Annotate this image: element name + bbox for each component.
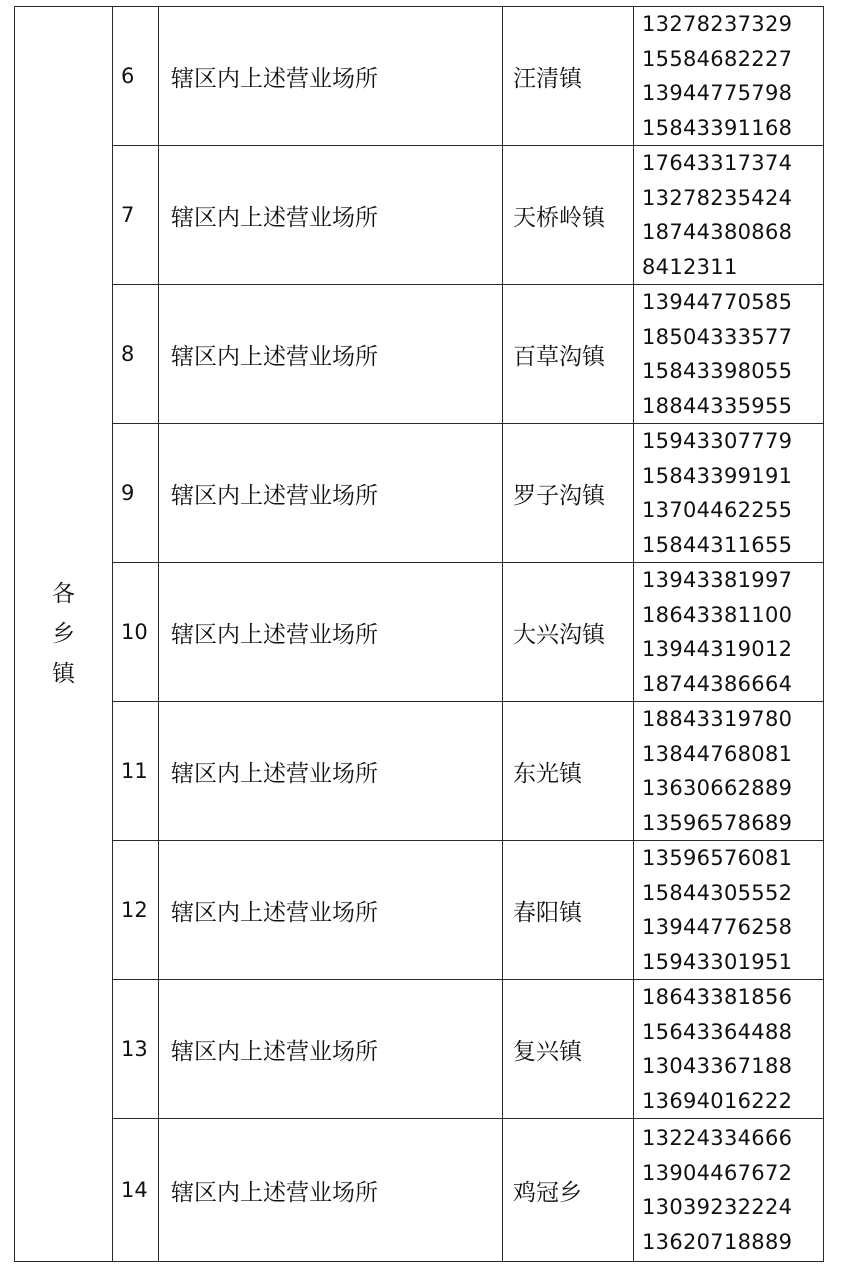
town-cell: 大兴沟镇 [503, 563, 634, 702]
row-number: 13 [113, 980, 159, 1119]
phone-number: 13043367188 [642, 1054, 793, 1078]
venue-cell: 辖区内上述营业场所 [159, 7, 503, 146]
row-number: 12 [113, 841, 159, 980]
table-body [15, 7, 824, 1262]
phones-cell [634, 702, 824, 841]
phone-number: 15943307779 [642, 429, 793, 453]
phones-cell [634, 285, 824, 424]
row-number: 14 [113, 1119, 159, 1262]
region-char: 乡 [52, 621, 75, 647]
phone-number: 15843398055 [642, 359, 793, 383]
phone-number: 18844335955 [642, 393, 793, 418]
venue-cell: 辖区内上述营业场所 [159, 285, 503, 424]
phone-number: 15844305552 [642, 880, 793, 905]
phone-number: 18744380868 [642, 220, 793, 244]
venue-cell: 辖区内上述营业场所 [159, 563, 503, 702]
table-row [15, 7, 824, 146]
phone-number: 18744386664 [642, 671, 793, 696]
table-row [15, 1119, 824, 1262]
phone-number: 15844311655 [642, 532, 793, 557]
venue-cell: 辖区内上述营业场所 [159, 146, 503, 285]
row-number: 8 [113, 285, 159, 424]
venue-cell: 辖区内上述营业场所 [159, 980, 503, 1119]
row-number: 9 [113, 424, 159, 563]
phone-number: 13224334666 [642, 1126, 793, 1150]
town-cell: 百草沟镇 [503, 285, 634, 424]
contact-table [14, 6, 824, 1262]
venue-cell: 辖区内上述营业场所 [159, 841, 503, 980]
row-number: 7 [113, 146, 159, 285]
phone-number: 13844768081 [642, 741, 793, 766]
town-cell: 汪清镇 [503, 7, 634, 146]
phone-number: 13904467672 [642, 1160, 793, 1185]
phone-number: 13596576081 [642, 846, 793, 870]
table-row [15, 424, 824, 563]
region-char: 镇 [52, 661, 75, 687]
phone-number: 15843391168 [642, 115, 793, 140]
phone-number: 13630662889 [642, 776, 793, 800]
row-number: 10 [113, 563, 159, 702]
phones-cell [634, 1119, 824, 1262]
phone-number: 13944776258 [642, 915, 793, 939]
phone-number: 18643381100 [642, 602, 793, 627]
phone-number: 13596578689 [642, 810, 793, 835]
phone-number: 13944319012 [642, 637, 793, 661]
phone-number: 13694016222 [642, 1088, 793, 1113]
table-row [15, 702, 824, 841]
phone-number: 13944775798 [642, 81, 793, 105]
phone-number: 8412311 [642, 254, 738, 279]
phones-cell [634, 146, 824, 285]
phone-number: 18643381856 [642, 985, 793, 1009]
phone-number: 13944770585 [642, 290, 793, 314]
table-row [15, 563, 824, 702]
table-row [15, 841, 824, 980]
phones-cell [634, 7, 824, 146]
phone-number: 18843319780 [642, 707, 793, 731]
town-cell: 天桥岭镇 [503, 146, 634, 285]
region-char: 各 [52, 581, 75, 607]
phones-cell [634, 424, 824, 563]
town-cell: 复兴镇 [503, 980, 634, 1119]
phone-number: 18504333577 [642, 324, 793, 349]
phone-number: 13943381997 [642, 568, 793, 592]
region-cell [15, 7, 113, 1262]
phone-number: 13704462255 [642, 498, 793, 522]
phones-cell [634, 841, 824, 980]
venue-cell: 辖区内上述营业场所 [159, 1119, 503, 1262]
row-number: 6 [113, 7, 159, 146]
venue-cell: 辖区内上述营业场所 [159, 424, 503, 563]
phone-number: 13620718889 [642, 1229, 793, 1254]
phones-cell [634, 980, 824, 1119]
phone-number: 17643317374 [642, 151, 793, 175]
phone-number: 15643364488 [642, 1019, 793, 1044]
phones-cell [634, 563, 824, 702]
table-row [15, 285, 824, 424]
phone-number: 13278237329 [642, 12, 793, 36]
phone-number: 13278235424 [642, 185, 793, 210]
venue-cell: 辖区内上述营业场所 [159, 702, 503, 841]
phone-number: 15584682227 [642, 46, 793, 71]
phone-number: 15943301951 [642, 949, 793, 974]
phone-number: 15843399191 [642, 463, 793, 488]
row-number: 11 [113, 702, 159, 841]
town-cell: 鸡冠乡 [503, 1119, 634, 1262]
table-row [15, 146, 824, 285]
town-cell: 春阳镇 [503, 841, 634, 980]
town-cell: 东光镇 [503, 702, 634, 841]
phone-number: 13039232224 [642, 1195, 793, 1219]
table-row [15, 980, 824, 1119]
town-cell: 罗子沟镇 [503, 424, 634, 563]
